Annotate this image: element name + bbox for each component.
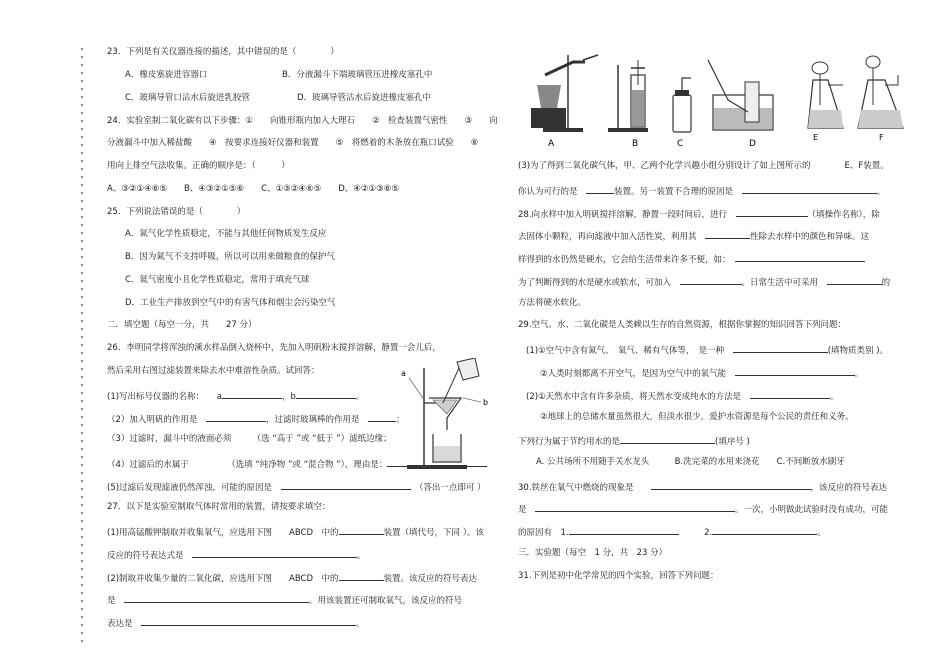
q26-part1-text: (1)写出标号仪器的名称： a <box>107 392 223 402</box>
q29-part2c: ②地球上的总储水量虽然很大，但淡水很少，爱护水资源是每个公民的责任和义务。 <box>540 412 854 422</box>
answer-blank[interactable] <box>680 275 742 285</box>
label-B: B <box>632 139 639 149</box>
q27-part2-c: 是 <box>107 596 116 606</box>
q29-part3 <box>518 434 750 448</box>
q23-option-c: C．玻璃导管口沾水后旋进乳胶管 <box>125 93 250 103</box>
q30-text: 30.铁丝在氧气中燃烧的现象是 <box>518 483 634 493</box>
q29-options: A. 公共场所不用随手关水龙头 B.洗完菜的水用来浇花 C.不间断放水刷牙 <box>536 457 845 467</box>
q26-part5-text: (5)过滤后发现滤液仍然浑浊，可能的原因是 <box>107 483 273 493</box>
q29-part1c-text: ②人类时刻都离不开空气，是因为空气中的氧气能 <box>540 369 727 379</box>
answer-blank[interactable] <box>206 412 266 422</box>
q27-part2-b: 装置。该反应的符号表达 <box>383 574 478 584</box>
q26-part5-b: （答出一点即可 ） <box>419 483 486 493</box>
answer-blank[interactable] <box>192 548 357 558</box>
answer-blank[interactable] <box>651 480 811 490</box>
question-23: 23．下列是有关仪器连接的描述，其中错误的是（ ） <box>107 47 339 57</box>
q30-e: 的原因有 1. <box>518 528 569 538</box>
question-31: 31.下列是初中化学常见的四个实验，回答下列问题： <box>518 571 719 581</box>
q27-part3-b-text: 你认为可行的是 <box>518 187 578 197</box>
question-24-line3: 用向上排空气法收集。正确的顺序是：（ ） <box>107 161 290 171</box>
answer-blank[interactable] <box>705 229 750 239</box>
q25-option-c: C．氦气密度小且化学性质稳定，常用于填充气球 <box>125 275 310 285</box>
q24-options: A、③②①④⑥⑤ B、④③②①⑤⑥ C、①③②④⑥⑤ D、④②①③⑥⑤ <box>107 184 400 194</box>
q27-part1-text: (1)用高锰酸钾制取并收集氧气，应选用下图 ABCD 中的 <box>107 528 339 538</box>
answer-blank[interactable] <box>733 343 828 353</box>
answer-blank[interactable] <box>339 571 384 581</box>
binding-margin-dots <box>80 45 84 645</box>
answer-blank[interactable] <box>750 389 830 399</box>
answer-blank[interactable] <box>124 593 309 603</box>
q28-line5: 方法将硬水软化。 <box>518 298 587 308</box>
q25-option-a: A．氮气化学性质稳定，不能与其他任何物质发生反应 <box>125 229 327 239</box>
answer-blank[interactable] <box>281 480 411 490</box>
q28-line2 <box>518 229 869 243</box>
q27-part2-d: 。用该装置还可制取氧气，该反应的符号 <box>309 596 463 606</box>
q30-f: 2. <box>704 528 713 538</box>
q27-part2-text: (2)制取并收集少量的二氧化碳，应选用下图 ABCD 中的 <box>107 574 339 584</box>
q27-part2 <box>107 571 477 585</box>
section-2-heading: 二．填空题（每空一分，共 27 分） <box>107 320 257 330</box>
answer-blank[interactable] <box>222 389 282 399</box>
q27-part3-b: 你认为可行的是 装置。另一装置不合理的原因是 。 <box>518 184 885 198</box>
q27-part1-c: 反应的符号表达式是 <box>107 551 184 561</box>
q27-part1-b: 装置（填代号，下同 ）。该 <box>383 528 484 538</box>
q29-part1 <box>526 343 888 357</box>
q26-part5 <box>107 480 486 494</box>
q28-line4-text: 为了判断得到的水是硬水或软水，可加入 <box>518 278 672 288</box>
q26-part2: （2）加入明矾的作用是 ，过滤时玻璃棒的作用是 ； <box>107 412 404 426</box>
question-26-line2: 然后采用右图过滤装置来除去水中难溶性杂质。试回答： <box>107 366 320 376</box>
q29-part1c: ②人类时刻都离不开空气，是因为空气中的氧气能 。 <box>540 366 863 380</box>
q25-option-d: D．工业生产排放到空气中的有害气体和烟尘会污染空气 <box>125 298 336 308</box>
q30-c: 是 <box>518 505 527 515</box>
question-30-eq <box>518 502 888 516</box>
q28-line4 <box>518 275 890 289</box>
q26-part2-text: （2）加入明矾的作用是 <box>107 415 198 425</box>
q25-option-b: B．因为氮气不支持呼吸，所以可以用来做粮食的保护气 <box>125 252 335 262</box>
q27-part3-c: 装置。另一装置不合理的原因是 <box>614 187 734 197</box>
q29-part3-b: (填序号 ) <box>715 437 750 447</box>
q23-option-a: A．橡皮塞旋进容器口 <box>125 70 208 80</box>
q27-part1-eq: 反应的符号表达式是 。 <box>107 548 366 562</box>
q29-part3-text: 下列行为属于节约用水的是 <box>518 437 621 447</box>
gas-apparatus-figures <box>523 40 908 150</box>
answer-blank[interactable] <box>535 502 735 512</box>
q28-line3 <box>518 252 865 266</box>
q28-line1 <box>518 207 880 221</box>
q26-part2-b: ，过滤时玻璃棒的作用是 <box>265 415 360 425</box>
answer-blank[interactable] <box>569 525 679 535</box>
label-E: E <box>813 133 819 142</box>
question-25: 25．下列说法错误的是（ ） <box>107 207 246 217</box>
label-a: a <box>401 369 406 378</box>
q29-part1-b: (填物质类别 )。 <box>827 346 889 356</box>
answer-blank[interactable] <box>735 366 855 376</box>
label-A: A <box>548 139 555 149</box>
answer-blank[interactable] <box>712 525 817 535</box>
label-C: C <box>677 139 684 149</box>
q28-line2-text: 去固体小颗粒，再向滤液中加入活性炭，利用其 <box>518 232 697 242</box>
label-b: b <box>483 398 489 407</box>
question-30-reasons: 的原因有 1. 2. 。 <box>518 525 826 539</box>
apparatus-b <box>608 60 648 149</box>
answer-blank[interactable] <box>368 412 396 422</box>
question-24-line1: 24．实验室制二氧化碳有以下步骤：① 向锥形瓶内加入大理石 ② 检查装置气密性 ③ 向 <box>107 116 498 126</box>
q29-part1-text: (1)①空气中含有氮气、 氧气、稀有气体等， 是一种 <box>526 346 725 356</box>
section-3-heading: 三．实验题（每空 1 分，共 23 分） <box>518 548 668 558</box>
q27-part2-e: 表达是 <box>107 619 133 629</box>
answer-blank[interactable] <box>586 184 614 194</box>
label-F: F <box>879 133 884 142</box>
question-26-line1: 26．李明同学将浑浊的溪水样品倒入烧杯中，先加入明矾粉末搅拌溶解，静置一会儿后， <box>107 343 441 353</box>
answer-blank[interactable] <box>141 616 356 626</box>
q28-line2-b: 性除去水样中的颜色和异味。这 <box>750 232 870 242</box>
filtration-apparatus-figure <box>399 358 519 473</box>
answer-blank[interactable] <box>620 434 715 444</box>
q28-line1-b: （填操作名称），除 <box>807 210 880 220</box>
apparatus-a <box>531 55 598 149</box>
answer-blank[interactable] <box>736 207 808 217</box>
q26-part1-b: ，b <box>282 392 296 402</box>
q27-part2-eq2: 表达是 。 <box>107 616 365 630</box>
q27-part3: (3)为了得到二氧化碳气体，甲、乙两个化学兴趣小组分别设计了如上图所示的 E、F装置。 <box>518 161 889 171</box>
apparatus-c <box>673 78 691 149</box>
q27-part1 <box>107 525 484 539</box>
q26-part4-text: （4）过滤后的水属于 （选填 “纯净物 ”或 “混合物 ”），理由是： <box>107 460 388 470</box>
q28-line4-c: 的 <box>881 278 891 288</box>
apparatus-d <box>708 60 773 149</box>
answer-blank[interactable] <box>339 525 384 535</box>
q23-option-b: B．分液漏斗下端玻璃管压进橡皮塞孔中 <box>282 70 433 80</box>
q27-part2-eq <box>107 593 462 607</box>
q28-line4-b: 。日常生活中可采用 <box>741 278 819 288</box>
q26-part3: （3）过滤时，漏斗中的液面必须 （选 “高于 ”或 “低于 ”）滤纸边缘； <box>107 434 392 444</box>
question-24-line2: 分液漏斗中加入稀盐酸 ④ 按要求连接好仪器和装置 ⑤ 将燃着的木条放在瓶口试验 ⑥ <box>107 138 479 148</box>
answer-blank[interactable] <box>296 389 356 399</box>
q29-part2: (2)①天然水中含有许多杂质，将天然水变成纯水的方法是 。 <box>526 389 838 403</box>
answer-blank[interactable] <box>742 184 877 194</box>
q26-part1: (1)写出标号仪器的名称： a ，b 。 <box>107 389 364 403</box>
label-D: D <box>749 139 756 149</box>
q30-d: 。一次，小明做此试验时没有成功，可能 <box>735 505 889 515</box>
question-27: 27．以下是实验室制取气体时常用的装置，请按要求填空： <box>107 502 331 512</box>
answer-blank[interactable] <box>735 252 865 262</box>
apparatus-f <box>858 56 903 142</box>
question-30 <box>518 480 887 494</box>
question-29: 29.空气、水、二氧化碳是人类赖以生存的自然资源，根据你掌握的知识回答下列问题： <box>518 320 847 330</box>
q29-part2-text: (2)①天然水中含有许多杂质，将天然水变成纯水的方法是 <box>526 392 742 402</box>
q23-option-d: D．玻璃导管沾水后旋进橡皮塞孔中 <box>297 93 432 103</box>
q28-line3-text: 样得到的水仍然是硬水，它会给生活带来许多不便，如： <box>518 255 727 265</box>
apparatus-e <box>808 62 843 142</box>
answer-blank[interactable] <box>827 275 882 285</box>
q30-b: ，该反应的符号表达 <box>810 483 888 493</box>
q28-line1-text: 28.向水样中加入明矾搅拌溶解，静置一段时间后，进行 <box>518 210 728 220</box>
